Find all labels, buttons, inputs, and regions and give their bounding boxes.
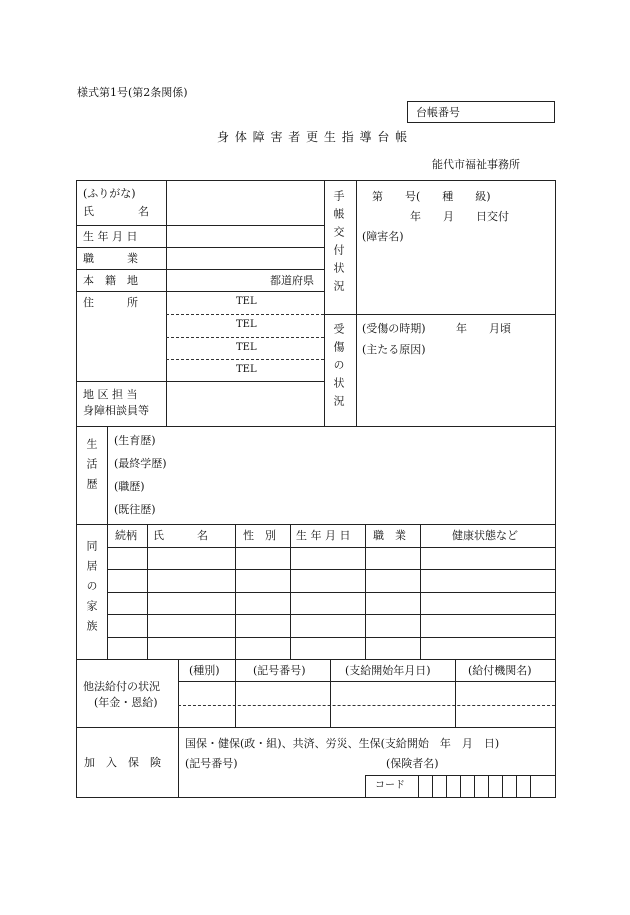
furigana-label: (ふりがな) — [83, 187, 136, 200]
family-label: 同居の家族 — [85, 540, 98, 640]
birthdate-field[interactable] — [167, 226, 323, 246]
benefits-header-symbol: (記号番号) — [253, 664, 306, 677]
tel-label: TEL — [236, 296, 257, 307]
injury-cause-label: (主たる原因) — [362, 343, 426, 356]
family-header-occupation: 職 業 — [373, 529, 406, 542]
honseki-field[interactable] — [167, 270, 267, 290]
benefits-rows[interactable] — [179, 682, 554, 726]
office-name: 能代市福祉事務所 — [432, 158, 520, 171]
code-input[interactable] — [419, 776, 555, 796]
form-number: 様式第1号(第2条関係) — [77, 86, 188, 99]
family-header-health: 健康状態など — [452, 529, 518, 542]
handbook-number-line: 第 号( 種 級) — [372, 190, 491, 203]
family-header-relation: 続柄 — [115, 529, 137, 542]
name-label: 氏 名 — [83, 205, 149, 218]
history-medical: (既往歴) — [114, 503, 156, 516]
history-work: (職歴) — [114, 480, 145, 493]
tel-label: TEL — [236, 364, 257, 375]
family-header-sex: 性 別 — [243, 529, 276, 542]
history-label: 生活歴 — [85, 438, 98, 498]
insurance-symbol-label: (記号番号) — [185, 757, 238, 770]
handbook-date-line: 年 月 日交付 — [410, 210, 509, 223]
honseki-label: 本 籍 地 — [83, 274, 138, 287]
injury-time-label: (受傷の時期) — [362, 322, 426, 335]
injury-time-fields: 年 月頃 — [456, 322, 511, 335]
name-field[interactable] — [167, 181, 323, 224]
district-field[interactable] — [167, 382, 323, 425]
occupation-label: 職 業 — [83, 252, 138, 265]
handbook-field[interactable] — [357, 181, 554, 313]
family-rows[interactable] — [108, 548, 554, 658]
benefits-label-line2: (年金・恩給) — [94, 696, 158, 709]
history-field[interactable] — [108, 427, 554, 523]
occupation-field[interactable] — [167, 248, 323, 268]
district-label-line2: 身障相談員等 — [83, 404, 149, 417]
insurance-types: 国保・健保(政・組)、共済、労災、生保(支給開始 年 月 日) — [185, 737, 500, 750]
injury-label: 受傷の状況 — [332, 323, 345, 413]
ledger-number-box[interactable] — [407, 101, 555, 123]
history-education: (最終学歴) — [114, 457, 167, 470]
insurer-name-label: (保険者名) — [386, 757, 439, 770]
prefecture-label: 都道府県 — [270, 274, 314, 287]
history-upbringing: (生育歴) — [114, 434, 156, 447]
benefits-header-agency: (給付機関名) — [468, 664, 532, 677]
tel-label: TEL — [236, 342, 257, 353]
insurance-label: 加 入 保 険 — [84, 756, 161, 769]
ledger-number-label: 台帳番号 — [416, 106, 460, 119]
disability-name-label: (障害名) — [362, 230, 404, 243]
injury-field[interactable] — [357, 315, 554, 425]
page-title: 身 体 障 害 者 更 生 指 導 台 帳 — [217, 130, 409, 144]
benefits-label-line1: 他法給付の状況 — [83, 680, 160, 693]
tel-label: TEL — [236, 319, 257, 330]
benefits-header-start: (支給開始年月日) — [345, 664, 431, 677]
code-label: コード — [375, 780, 405, 791]
birthdate-label: 生 年 月 日 — [83, 230, 138, 243]
family-header-birthdate: 生 年 月 日 — [296, 529, 351, 542]
district-label-line1: 地 区 担 当 — [83, 388, 138, 401]
family-header-name: 氏 名 — [153, 529, 208, 542]
address-label: 住 所 — [83, 296, 138, 309]
benefits-header-type: (種別) — [189, 664, 220, 677]
handbook-label: 手帳交付状況 — [332, 190, 345, 298]
